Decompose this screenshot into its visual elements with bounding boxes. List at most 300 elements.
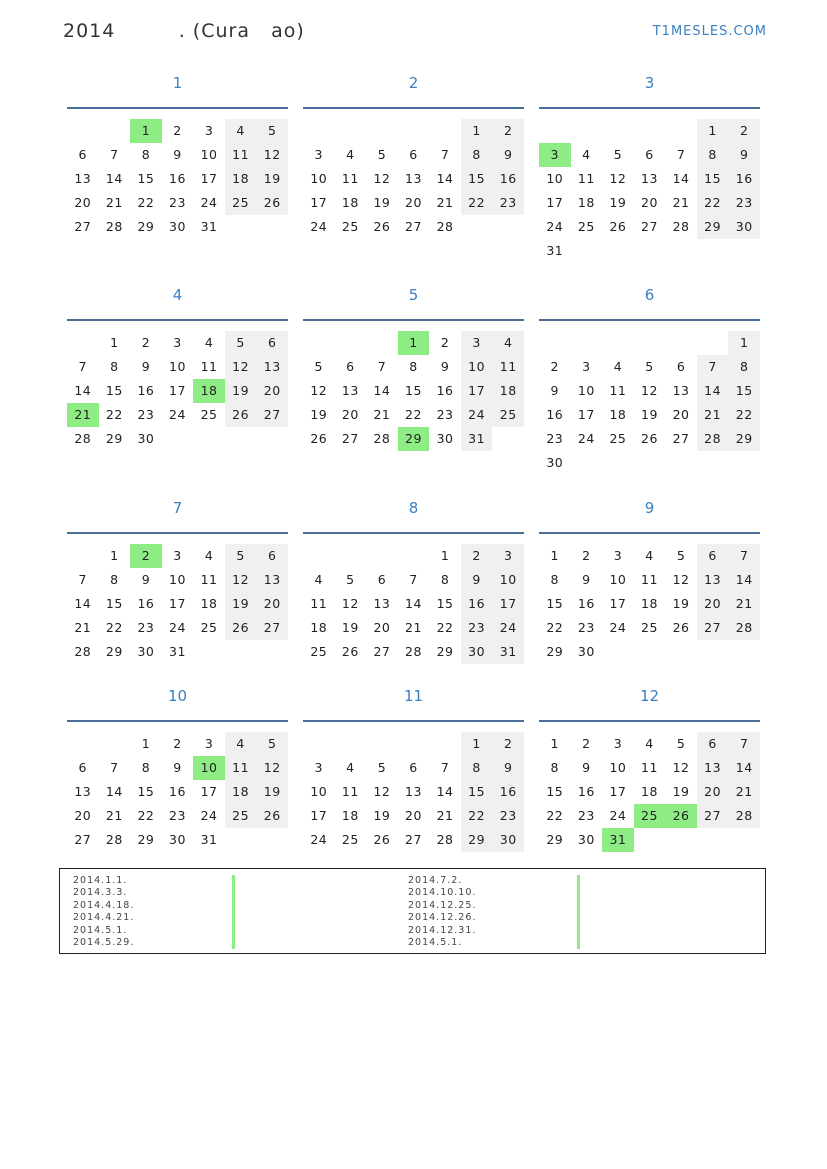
- day-cell[interactable]: 18: [577, 195, 595, 210]
- day-cell[interactable]: 17: [200, 784, 218, 799]
- day-cell[interactable]: 13: [74, 171, 92, 186]
- day-cell[interactable]: 21: [105, 808, 123, 823]
- day-cell[interactable]: 14: [728, 756, 760, 780]
- day-cell[interactable]: 6: [409, 147, 418, 162]
- day-cell[interactable]: 22: [137, 808, 155, 823]
- day-cell[interactable]: 9: [141, 359, 151, 374]
- day-cell[interactable]: 4: [225, 119, 257, 143]
- day-cell[interactable]: 7: [78, 572, 87, 587]
- day-cell[interactable]: 14: [436, 784, 454, 799]
- day-cell[interactable]: 7: [728, 732, 760, 756]
- day-cell[interactable]: 5: [225, 331, 257, 355]
- day-cell[interactable]: 3: [204, 123, 214, 138]
- day-cell[interactable]: 23: [137, 620, 155, 635]
- day-cell[interactable]: 20: [74, 195, 92, 210]
- holiday-day-cell[interactable]: 10: [193, 756, 225, 780]
- day-cell[interactable]: 16: [169, 784, 186, 799]
- day-cell[interactable]: 17: [577, 407, 595, 422]
- day-cell[interactable]: 13: [256, 355, 288, 379]
- day-cell[interactable]: 14: [436, 171, 454, 186]
- day-cell[interactable]: 21: [74, 620, 92, 635]
- day-cell[interactable]: 16: [577, 784, 595, 799]
- day-cell[interactable]: 26: [373, 219, 391, 234]
- holiday-day-cell[interactable]: 18: [193, 379, 225, 403]
- day-cell[interactable]: 30: [169, 832, 186, 847]
- day-cell[interactable]: 8: [461, 756, 493, 780]
- day-cell[interactable]: 11: [492, 355, 524, 379]
- day-cell[interactable]: 2: [582, 548, 591, 563]
- day-cell[interactable]: 13: [341, 383, 359, 398]
- day-cell[interactable]: 4: [613, 359, 623, 374]
- day-cell[interactable]: 30: [137, 431, 155, 446]
- day-cell[interactable]: 13: [256, 568, 288, 592]
- day-cell[interactable]: 29: [105, 431, 123, 446]
- day-cell[interactable]: 20: [641, 195, 658, 210]
- day-cell[interactable]: 27: [697, 616, 729, 640]
- day-cell[interactable]: 26: [256, 804, 288, 828]
- day-cell[interactable]: 12: [225, 568, 257, 592]
- holiday-day-cell[interactable]: 1: [398, 331, 430, 355]
- day-cell[interactable]: 8: [409, 359, 418, 374]
- day-cell[interactable]: 12: [225, 355, 257, 379]
- day-cell[interactable]: 26: [373, 832, 391, 847]
- day-cell[interactable]: 3: [173, 548, 182, 563]
- day-cell[interactable]: 4: [582, 147, 591, 162]
- holiday-day-cell[interactable]: 2: [130, 544, 162, 568]
- day-cell[interactable]: 11: [200, 359, 218, 374]
- day-cell[interactable]: 4: [204, 335, 214, 350]
- holiday-day-cell[interactable]: 25: [634, 804, 666, 828]
- day-cell[interactable]: 7: [697, 355, 729, 379]
- day-cell[interactable]: 27: [256, 616, 288, 640]
- day-cell[interactable]: 14: [74, 596, 92, 611]
- day-cell[interactable]: 23: [728, 191, 760, 215]
- day-cell[interactable]: 13: [697, 756, 729, 780]
- day-cell[interactable]: 17: [200, 171, 218, 186]
- day-cell[interactable]: 22: [137, 195, 155, 210]
- day-cell[interactable]: 13: [74, 784, 92, 799]
- day-cell[interactable]: 6: [676, 359, 686, 374]
- day-cell[interactable]: 5: [225, 544, 257, 568]
- day-cell[interactable]: 3: [613, 548, 623, 563]
- day-cell[interactable]: 3: [173, 335, 182, 350]
- day-cell[interactable]: 8: [728, 355, 760, 379]
- day-cell[interactable]: 14: [105, 784, 123, 799]
- day-cell[interactable]: 28: [373, 431, 391, 446]
- day-cell[interactable]: 14: [74, 383, 92, 398]
- day-cell[interactable]: 22: [461, 191, 493, 215]
- day-cell[interactable]: 12: [256, 756, 288, 780]
- day-cell[interactable]: 24: [546, 219, 564, 234]
- day-cell[interactable]: 6: [256, 331, 288, 355]
- day-cell[interactable]: 28: [405, 644, 422, 659]
- day-cell[interactable]: 11: [577, 171, 595, 186]
- day-cell[interactable]: 20: [672, 407, 690, 422]
- day-cell[interactable]: 30: [461, 640, 493, 664]
- day-cell[interactable]: 19: [672, 596, 690, 611]
- holiday-day-cell[interactable]: 26: [665, 804, 697, 828]
- day-cell[interactable]: 17: [492, 592, 524, 616]
- day-cell[interactable]: 17: [546, 195, 564, 210]
- day-cell[interactable]: 25: [641, 620, 658, 635]
- day-cell[interactable]: 6: [645, 147, 654, 162]
- day-cell[interactable]: 8: [110, 359, 119, 374]
- day-cell[interactable]: 8: [141, 147, 151, 162]
- day-cell[interactable]: 22: [728, 403, 760, 427]
- day-cell[interactable]: 20: [405, 195, 422, 210]
- day-cell[interactable]: 30: [546, 455, 564, 470]
- day-cell[interactable]: 26: [225, 616, 257, 640]
- day-cell[interactable]: 21: [105, 195, 123, 210]
- day-cell[interactable]: 3: [613, 736, 623, 751]
- day-cell[interactable]: 15: [461, 780, 493, 804]
- day-cell[interactable]: 19: [373, 195, 391, 210]
- day-cell[interactable]: 23: [137, 407, 155, 422]
- day-cell[interactable]: 12: [373, 171, 391, 186]
- day-cell[interactable]: 19: [641, 407, 658, 422]
- day-cell[interactable]: 17: [169, 596, 186, 611]
- day-cell[interactable]: 26: [609, 219, 627, 234]
- day-cell[interactable]: 8: [550, 572, 559, 587]
- day-cell[interactable]: 23: [169, 195, 186, 210]
- day-cell[interactable]: 11: [641, 760, 658, 775]
- day-cell[interactable]: 2: [461, 544, 493, 568]
- day-cell[interactable]: 22: [697, 191, 729, 215]
- day-cell[interactable]: 21: [373, 407, 391, 422]
- day-cell[interactable]: 22: [546, 620, 564, 635]
- day-cell[interactable]: 5: [256, 119, 288, 143]
- day-cell[interactable]: 18: [310, 620, 328, 635]
- day-cell[interactable]: 19: [256, 780, 288, 804]
- day-cell[interactable]: 25: [310, 644, 328, 659]
- day-cell[interactable]: 31: [169, 644, 186, 659]
- day-cell[interactable]: 12: [373, 784, 391, 799]
- day-cell[interactable]: 12: [641, 383, 658, 398]
- day-cell[interactable]: 1: [110, 335, 119, 350]
- day-cell[interactable]: 30: [137, 644, 155, 659]
- day-cell[interactable]: 29: [137, 832, 155, 847]
- day-cell[interactable]: 5: [676, 548, 686, 563]
- day-cell[interactable]: 23: [436, 407, 454, 422]
- day-cell[interactable]: 29: [697, 215, 729, 239]
- day-cell[interactable]: 30: [728, 215, 760, 239]
- day-cell[interactable]: 8: [550, 760, 559, 775]
- day-cell[interactable]: 5: [314, 359, 323, 374]
- day-cell[interactable]: 5: [377, 147, 387, 162]
- day-cell[interactable]: 31: [200, 832, 218, 847]
- day-cell[interactable]: 2: [582, 736, 591, 751]
- day-cell[interactable]: 27: [405, 219, 422, 234]
- day-cell[interactable]: 30: [169, 219, 186, 234]
- day-cell[interactable]: 31: [461, 427, 493, 451]
- day-cell[interactable]: 9: [173, 760, 182, 775]
- day-cell[interactable]: 20: [341, 407, 359, 422]
- day-cell[interactable]: 20: [74, 808, 92, 823]
- day-cell[interactable]: 26: [256, 191, 288, 215]
- day-cell[interactable]: 22: [105, 620, 123, 635]
- day-cell[interactable]: 1: [550, 548, 559, 563]
- day-cell[interactable]: 16: [492, 167, 524, 191]
- day-cell[interactable]: 6: [256, 544, 288, 568]
- day-cell[interactable]: 1: [550, 736, 559, 751]
- day-cell[interactable]: 12: [672, 760, 690, 775]
- day-cell[interactable]: 3: [461, 331, 493, 355]
- day-cell[interactable]: 7: [78, 359, 87, 374]
- day-cell[interactable]: 27: [672, 431, 690, 446]
- day-cell[interactable]: 17: [609, 784, 627, 799]
- day-cell[interactable]: 18: [225, 780, 257, 804]
- day-cell[interactable]: 2: [141, 335, 151, 350]
- day-cell[interactable]: 25: [225, 804, 257, 828]
- day-cell[interactable]: 13: [405, 171, 422, 186]
- day-cell[interactable]: 29: [461, 828, 493, 852]
- day-cell[interactable]: 24: [310, 832, 328, 847]
- day-cell[interactable]: 24: [492, 616, 524, 640]
- day-cell[interactable]: 25: [341, 219, 359, 234]
- day-cell[interactable]: 24: [310, 219, 328, 234]
- day-cell[interactable]: 6: [697, 544, 729, 568]
- day-cell[interactable]: 7: [110, 760, 119, 775]
- day-cell[interactable]: 15: [546, 596, 564, 611]
- day-cell[interactable]: 4: [346, 147, 355, 162]
- day-cell[interactable]: 4: [204, 548, 214, 563]
- day-cell[interactable]: 4: [645, 736, 654, 751]
- day-cell[interactable]: 25: [200, 407, 218, 422]
- day-cell[interactable]: 16: [577, 596, 595, 611]
- day-cell[interactable]: 7: [676, 147, 686, 162]
- day-cell[interactable]: 2: [492, 732, 524, 756]
- day-cell[interactable]: 22: [105, 407, 123, 422]
- day-cell[interactable]: 25: [341, 832, 359, 847]
- day-cell[interactable]: 21: [728, 780, 760, 804]
- day-cell[interactable]: 3: [314, 147, 323, 162]
- day-cell[interactable]: 11: [225, 143, 257, 167]
- day-cell[interactable]: 9: [461, 568, 493, 592]
- day-cell[interactable]: 12: [341, 596, 359, 611]
- day-cell[interactable]: 28: [697, 427, 729, 451]
- day-cell[interactable]: 28: [672, 219, 690, 234]
- day-cell[interactable]: 22: [405, 407, 422, 422]
- day-cell[interactable]: 22: [546, 808, 564, 823]
- day-cell[interactable]: 6: [377, 572, 387, 587]
- day-cell[interactable]: 15: [405, 383, 422, 398]
- day-cell[interactable]: 3: [582, 359, 591, 374]
- day-cell[interactable]: 8: [110, 572, 119, 587]
- day-cell[interactable]: 11: [641, 572, 658, 587]
- day-cell[interactable]: 6: [346, 359, 355, 374]
- day-cell[interactable]: 29: [546, 832, 564, 847]
- holiday-day-cell[interactable]: 31: [602, 828, 634, 852]
- day-cell[interactable]: 16: [492, 780, 524, 804]
- day-cell[interactable]: 24: [461, 403, 493, 427]
- day-cell[interactable]: 15: [436, 596, 454, 611]
- day-cell[interactable]: 24: [200, 808, 218, 823]
- day-cell[interactable]: 10: [609, 572, 627, 587]
- holiday-day-cell[interactable]: 21: [67, 403, 99, 427]
- day-cell[interactable]: 15: [546, 784, 564, 799]
- day-cell[interactable]: 18: [341, 195, 359, 210]
- day-cell[interactable]: 19: [341, 620, 359, 635]
- day-cell[interactable]: 30: [492, 828, 524, 852]
- day-cell[interactable]: 11: [200, 572, 218, 587]
- day-cell[interactable]: 3: [204, 736, 214, 751]
- holiday-day-cell[interactable]: 3: [539, 143, 571, 167]
- day-cell[interactable]: 20: [373, 620, 391, 635]
- day-cell[interactable]: 19: [373, 808, 391, 823]
- day-cell[interactable]: 6: [78, 760, 87, 775]
- day-cell[interactable]: 5: [676, 736, 686, 751]
- day-cell[interactable]: 17: [609, 596, 627, 611]
- day-cell[interactable]: 8: [461, 143, 493, 167]
- day-cell[interactable]: 28: [728, 804, 760, 828]
- day-cell[interactable]: 18: [641, 596, 658, 611]
- day-cell[interactable]: 9: [582, 572, 591, 587]
- day-cell[interactable]: 10: [546, 171, 564, 186]
- day-cell[interactable]: 9: [440, 359, 450, 374]
- day-cell[interactable]: 9: [492, 756, 524, 780]
- day-cell[interactable]: 14: [697, 379, 729, 403]
- day-cell[interactable]: 21: [672, 195, 690, 210]
- day-cell[interactable]: 15: [697, 167, 729, 191]
- day-cell[interactable]: 10: [169, 359, 186, 374]
- day-cell[interactable]: 25: [225, 191, 257, 215]
- day-cell[interactable]: 5: [377, 760, 387, 775]
- day-cell[interactable]: 14: [728, 568, 760, 592]
- day-cell[interactable]: 5: [256, 732, 288, 756]
- day-cell[interactable]: 15: [105, 596, 123, 611]
- day-cell[interactable]: 5: [613, 147, 623, 162]
- day-cell[interactable]: 12: [672, 572, 690, 587]
- day-cell[interactable]: 27: [373, 644, 391, 659]
- day-cell[interactable]: 7: [440, 760, 450, 775]
- day-cell[interactable]: 4: [492, 331, 524, 355]
- day-cell[interactable]: 29: [137, 219, 155, 234]
- day-cell[interactable]: 18: [225, 167, 257, 191]
- day-cell[interactable]: 20: [697, 592, 729, 616]
- day-cell[interactable]: 2: [173, 123, 182, 138]
- day-cell[interactable]: 12: [310, 383, 328, 398]
- day-cell[interactable]: 24: [200, 195, 218, 210]
- day-cell[interactable]: 23: [492, 191, 524, 215]
- day-cell[interactable]: 21: [697, 403, 729, 427]
- day-cell[interactable]: 16: [137, 596, 155, 611]
- day-cell[interactable]: 1: [461, 732, 493, 756]
- day-cell[interactable]: 9: [550, 383, 559, 398]
- day-cell[interactable]: 31: [546, 243, 564, 258]
- day-cell[interactable]: 17: [461, 379, 493, 403]
- day-cell[interactable]: 14: [672, 171, 690, 186]
- day-cell[interactable]: 21: [436, 808, 454, 823]
- day-cell[interactable]: 16: [436, 383, 454, 398]
- day-cell[interactable]: 10: [577, 383, 595, 398]
- brand-logo[interactable]: T1MESLES.COM: [652, 24, 767, 39]
- day-cell[interactable]: 10: [609, 760, 627, 775]
- day-cell[interactable]: 2: [173, 736, 182, 751]
- day-cell[interactable]: 12: [609, 171, 627, 186]
- day-cell[interactable]: 16: [461, 592, 493, 616]
- day-cell[interactable]: 28: [74, 644, 92, 659]
- day-cell[interactable]: 31: [200, 219, 218, 234]
- day-cell[interactable]: 9: [728, 143, 760, 167]
- day-cell[interactable]: 28: [105, 219, 123, 234]
- day-cell[interactable]: 7: [409, 572, 418, 587]
- day-cell[interactable]: 16: [546, 407, 564, 422]
- day-cell[interactable]: 11: [341, 171, 359, 186]
- holiday-day-cell[interactable]: 29: [398, 427, 430, 451]
- day-cell[interactable]: 27: [641, 219, 658, 234]
- day-cell[interactable]: 6: [697, 732, 729, 756]
- day-cell[interactable]: 4: [225, 732, 257, 756]
- day-cell[interactable]: 25: [609, 431, 627, 446]
- day-cell[interactable]: 14: [105, 171, 123, 186]
- day-cell[interactable]: 6: [409, 760, 418, 775]
- day-cell[interactable]: 18: [609, 407, 627, 422]
- day-cell[interactable]: 24: [609, 808, 627, 823]
- day-cell[interactable]: 26: [672, 620, 690, 635]
- day-cell[interactable]: 2: [728, 119, 760, 143]
- day-cell[interactable]: 17: [310, 808, 328, 823]
- day-cell[interactable]: 21: [405, 620, 422, 635]
- day-cell[interactable]: 24: [169, 620, 186, 635]
- holiday-day-cell[interactable]: 1: [130, 119, 162, 143]
- day-cell[interactable]: 14: [373, 383, 391, 398]
- day-cell[interactable]: 19: [256, 167, 288, 191]
- day-cell[interactable]: 17: [169, 383, 186, 398]
- day-cell[interactable]: 11: [341, 784, 359, 799]
- day-cell[interactable]: 28: [436, 832, 454, 847]
- day-cell[interactable]: 19: [225, 379, 257, 403]
- day-cell[interactable]: 13: [672, 383, 690, 398]
- day-cell[interactable]: 20: [256, 592, 288, 616]
- day-cell[interactable]: 27: [256, 403, 288, 427]
- day-cell[interactable]: 1: [697, 119, 729, 143]
- day-cell[interactable]: 10: [461, 355, 493, 379]
- day-cell[interactable]: 10: [169, 572, 186, 587]
- day-cell[interactable]: 22: [461, 804, 493, 828]
- day-cell[interactable]: 18: [641, 784, 658, 799]
- day-cell[interactable]: 1: [141, 736, 151, 751]
- day-cell[interactable]: 7: [728, 544, 760, 568]
- day-cell[interactable]: 7: [440, 147, 450, 162]
- day-cell[interactable]: 1: [440, 548, 450, 563]
- day-cell[interactable]: 26: [641, 431, 658, 446]
- day-cell[interactable]: 15: [728, 379, 760, 403]
- day-cell[interactable]: 26: [341, 644, 359, 659]
- day-cell[interactable]: 22: [436, 620, 454, 635]
- day-cell[interactable]: 7: [110, 147, 119, 162]
- day-cell[interactable]: 13: [641, 171, 658, 186]
- day-cell[interactable]: 1: [461, 119, 493, 143]
- day-cell[interactable]: 26: [225, 403, 257, 427]
- day-cell[interactable]: 5: [346, 572, 355, 587]
- day-cell[interactable]: 10: [492, 568, 524, 592]
- day-cell[interactable]: 19: [672, 784, 690, 799]
- day-cell[interactable]: 15: [137, 784, 155, 799]
- day-cell[interactable]: 9: [141, 572, 151, 587]
- day-cell[interactable]: 29: [105, 644, 123, 659]
- day-cell[interactable]: 24: [169, 407, 186, 422]
- day-cell[interactable]: 29: [436, 644, 454, 659]
- day-cell[interactable]: 13: [405, 784, 422, 799]
- day-cell[interactable]: 15: [461, 167, 493, 191]
- day-cell[interactable]: 27: [405, 832, 422, 847]
- day-cell[interactable]: 23: [577, 808, 595, 823]
- day-cell[interactable]: 30: [577, 644, 595, 659]
- day-cell[interactable]: 27: [341, 431, 359, 446]
- day-cell[interactable]: 24: [577, 431, 595, 446]
- day-cell[interactable]: 10: [310, 784, 328, 799]
- day-cell[interactable]: 27: [74, 832, 92, 847]
